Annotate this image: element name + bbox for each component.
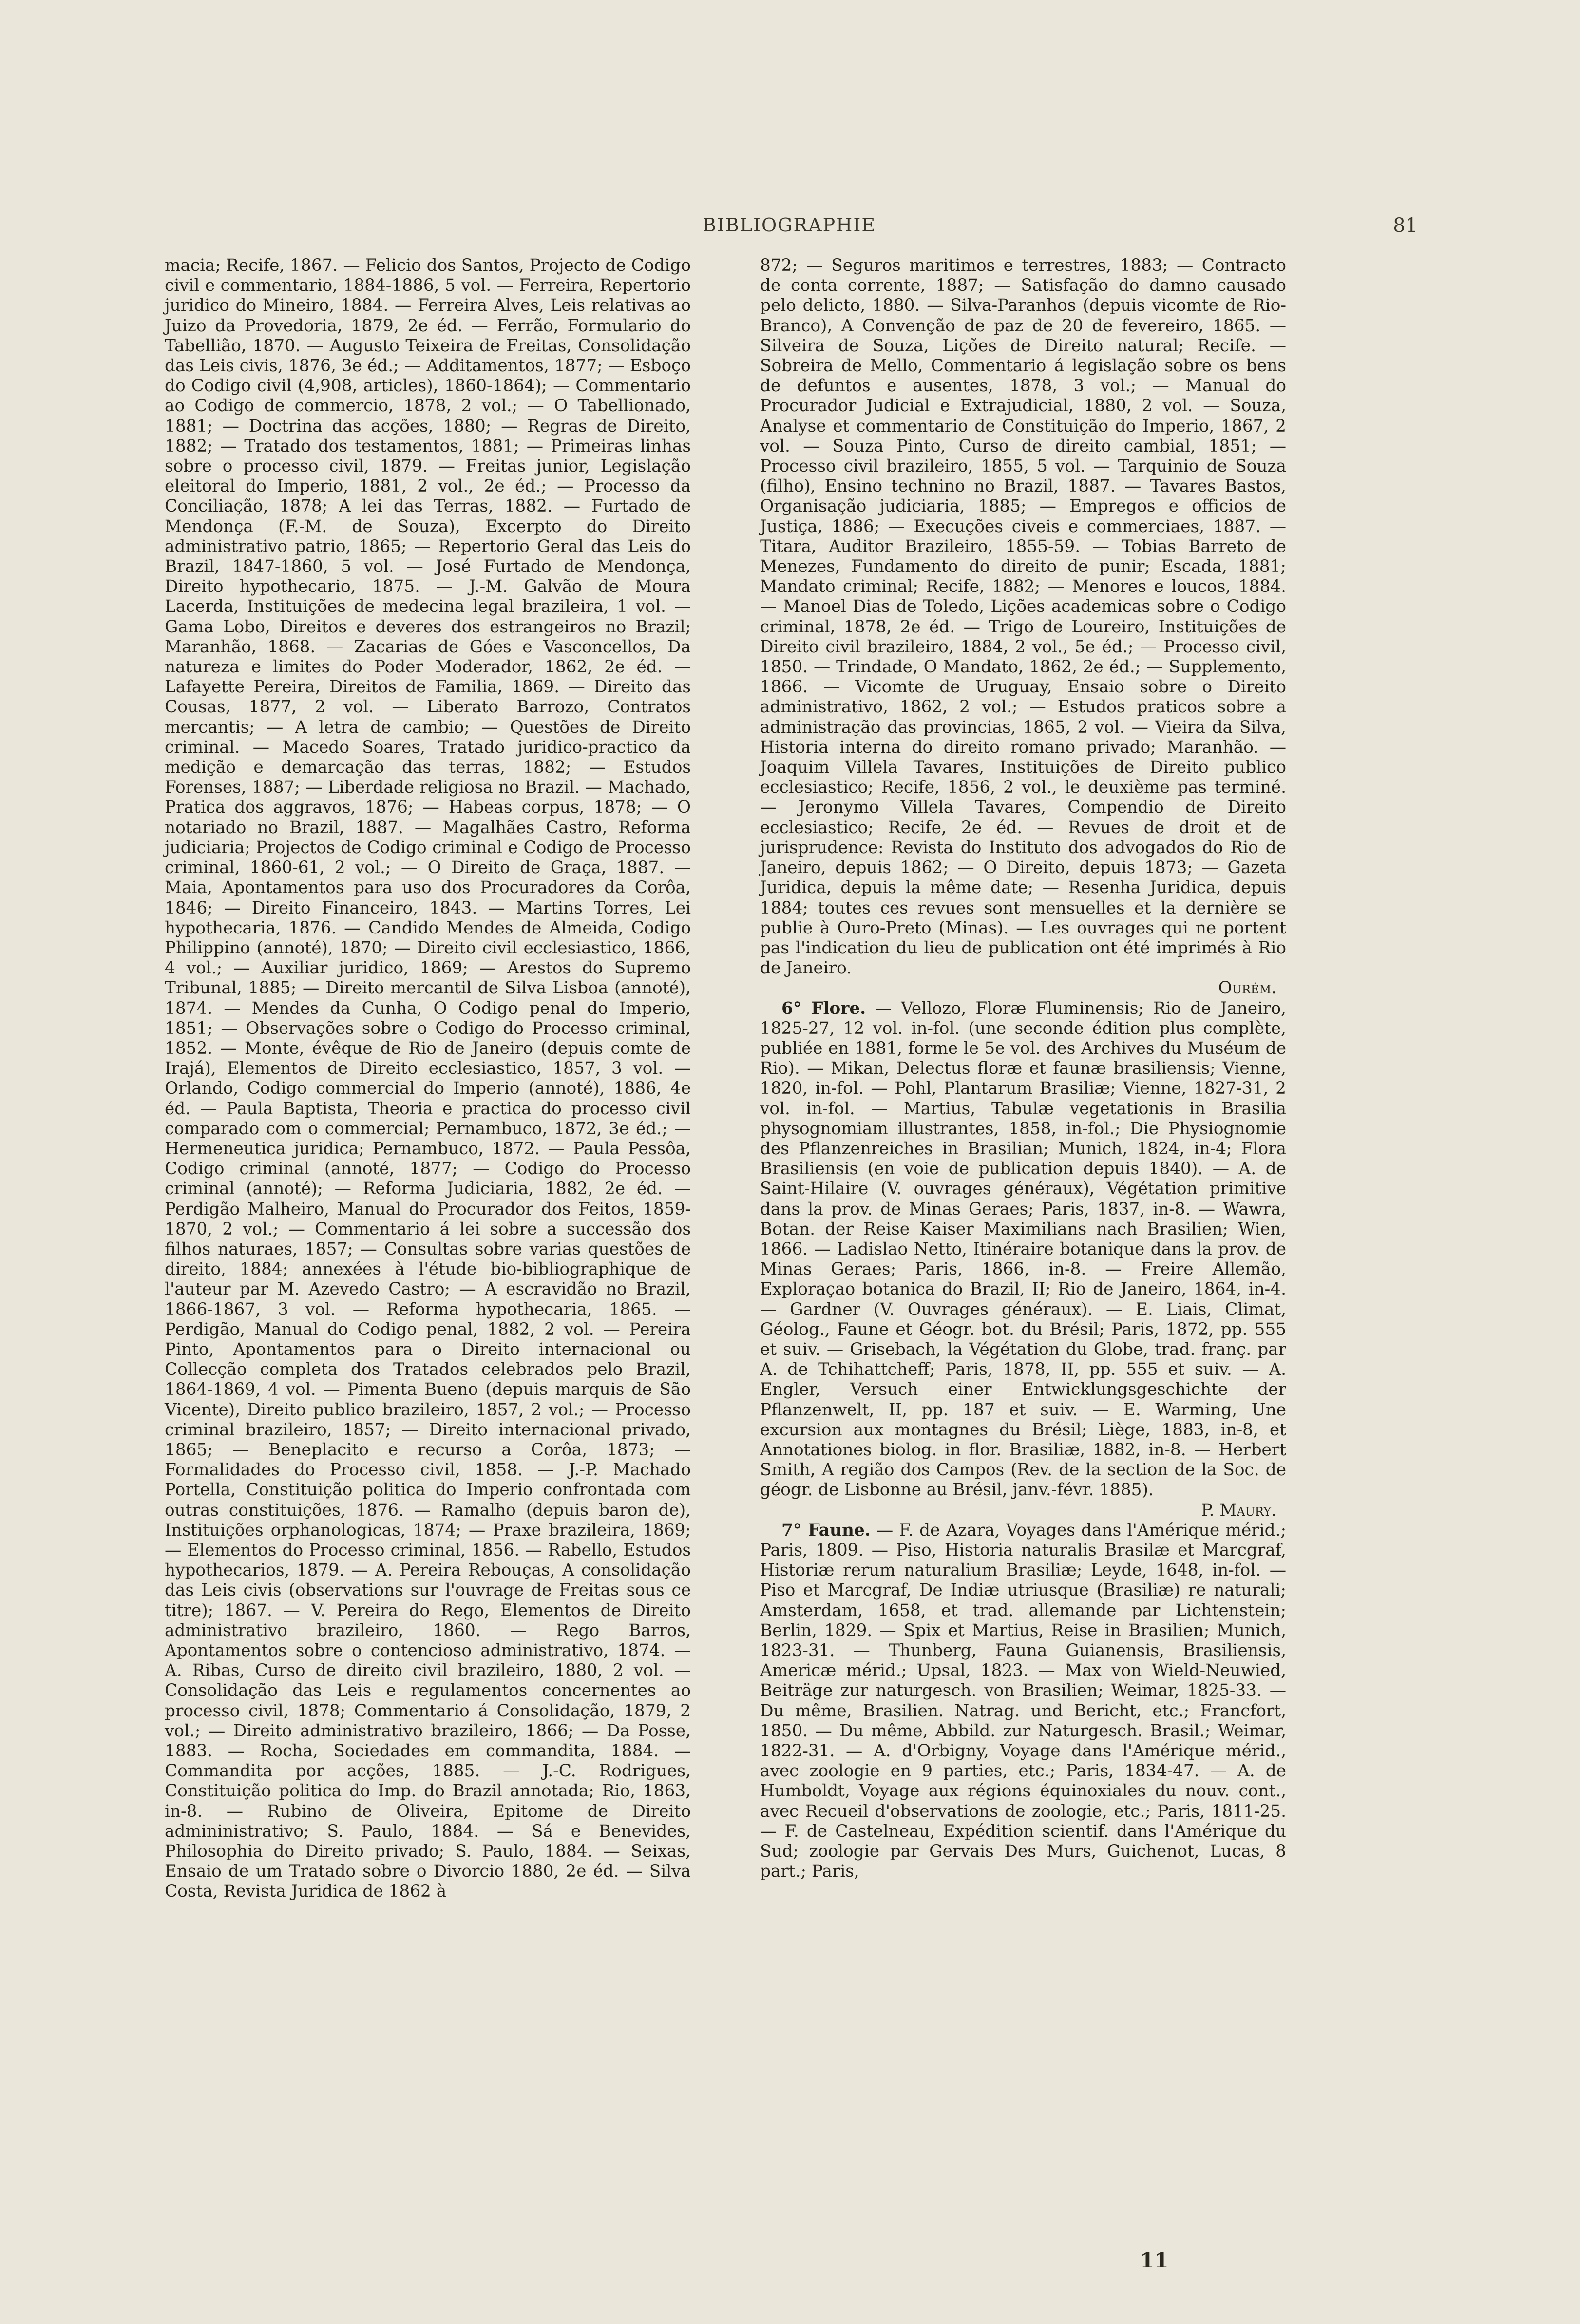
section-body-faune: — F. de Azara, Voyages dans l'Amérique mérid.; Paris, 1809. — Piso, Historia naturalis Brasilæ et Marcgraf, Historiæ rerum naturalium Brasiliæ; Leyde, 1648, in-fol. — Piso et Marcgraf, De Indiæ utriusque (Brasiliæ) re naturali; Amsterdam, 1658, et trad. allemande par Lichtenstein; Berlin, 1829. — Spix et Martius, Reise in Brasilien; Munich, 1823-31. — Thunberg, Fauna Guianensis, Brasiliensis, Americæ mérid.; Upsal, 1823. — Max von Wield-Neuwied, Beiträge zur naturgesch. von Brasilien; Weimar, 1825-33. — Du même, Brasilien. Natrag. und Bericht, etc.; Francfort, 1850. — Du même, Abbild. zur Naturgesch. Brasil.; Weimar, 1822-31. — A. d'Orbigny, Voyage dans l'Amérique mérid., avec zoologie en 9 parties, etc.; Paris, 1834-47. — A. de Humboldt, Voyage aux régions équinoxiales du nouv. cont., avec Recueil d'observations de zoologie, etc.; Paris, 1811-25. — F. de Castelneau, Expédition scientif. dans l'Amérique du Sud; zoologie par Gervais Des Murs, Guichenot, Lucas, 8 part.; Paris, — [760, 1520, 1287, 1882]
paragraph-faune — [760, 1521, 1286, 1882]
left-column — [165, 256, 691, 1902]
paragraph-law-bibliography: macia; Recife, 1867. — Felicio dos Santos, Projecto de Codigo civil e commentario, 1884-1886, 5 vol. — Ferreira, Repertorio juridico do Mineiro, 1884. — Ferreira Alves, Leis relativas ao Juizo da Provedoria, 1879, 2e éd. — Ferrão, Formulario do Tabellião, 1870. — Augusto Teixeira de Freitas, Consolidação das Leis civis, 1876, 3e éd.; — Additamentos, 1877; — Esboço do Codigo civil (4,908, articles), 1860-1864); — Commentario ao Codigo de commercio, 1878, 2 vol.; — O Tabellionado, 1881; — Doctrina das acções, 1880; — Regras de Direito, 1882; — Tratado dos testamentos, 1881; — Primeiras linhas sobre o processo civil, 1879. — Freitas junior, Legislação eleitoral do Imperio, 1881, 2 vol., 2e éd.; — Processo da Conciliação, 1878; A lei das Terras, 1882. — Furtado de Mendonça (F.-M. de Souza), Excerpto do Direito administrativo patrio, 1865; — Repertorio Geral das Leis do Brazil, 1847-1860, 5 vol. — José Furtado de Mendonça, Direito hypothecario, 1875. — J.-M. Galvão de Moura Lacerda, Instituições de medecina legal brazileira, 1 vol. — Gama Lobo, Direitos e deveres dos estrangeiros no Brazil; Maranhão, 1868. — Zacarias de Góes e Vasconcellos, Da natureza e limites do Poder Moderador, 1862, 2e éd. — Lafayette Pereira, Direitos de Familia, 1869. — Direito das Cousas, 1877, 2 vol. — Liberato Barrozo, Contratos mercantis; — A letra de cambio; — Questões de Direito criminal. — Macedo Soares, Tratado juridico-practico da medição e demarcação das terras, 1882; — Estudos Forenses, 1887; — Liberdade religiosa no Brazil. — Machado, Pratica dos aggravos, 1876; — Habeas corpus, 1878; — O notariado no Brazil, 1887. — Magalhães Castro, Reforma judiciaria; Projectos de Codigo criminal e Codigo de Processo criminal, 1860-61, 2 vol.; — O Direito de Graça, 1887. — Maia, Apontamentos para uso dos Procuradores da Corôa, 1846; — Direito Financeiro, 1843. — Martins Torres, Lei hypothecaria, 1876. — Candido Mendes de Almeida, Codigo Philippino (annoté), 1870; — Direito civil ecclesiastico, 1866, 4 vol.; — Auxiliar juridico, 1869; — Arestos do Supremo Tribunal, 1885; — Direito mercantil de Silva Lisboa (annoté), 1874. — Mendes da Cunha, O Codigo penal do Imperio, 1851; — Observações sobre o Codigo do Processo criminal, 1852. — Monte, évêque de Rio de Janeiro (depuis comte de Irajá), Elementos de Direito ecclesiastico, 1857, 3 vol. — Orlando, Codigo commercial do Imperio (annoté), 1886, 4e éd. — Paula Baptista, Theoria e practica do processo civil comparado com o commercial; Pernambuco, 1872, 3e éd.; — Hermeneutica juridica; Pernambuco, 1872. — Paula Pessôa, Codigo criminal (annoté, 1877; — Codigo do Processo criminal (annoté); — Reforma Judiciaria, 1882, 2e éd. — Perdigão Malheiro, Manual do Procurador dos Feitos, 1859-1870, 2 vol.; — Commentario á lei sobre a successão dos filhos naturaes, 1857; — Consultas sobre varias questões de direito, 1884; annexées à l'étude bio-bibliographique de l'auteur par M. Azevedo Castro; — A escravidão no Brazil, 1866-1867, 3 vol. — Reforma hypothecaria, 1865. — Perdigão, Manual do Codigo penal, 1882, 2 vol. — Pereira Pinto, Apontamentos para o Direito internacional ou Collecção completa dos Tratados celebrados pelo Brazil, 1864-1869, 4 vol. — Pimenta Bueno (depuis marquis de São Vicente), Direito publico brazileiro, 1857, 2 vol.; — Processo criminal brazileiro, 1857; — Direito internacional privado, 1865; — Beneplacito e recurso a Corôa, 1873; — Formalidades do Processo civil, 1858. — J.-P. Machado Portella, Constituição politica do Imperio confrontada com outras constituições, 1876. — Ramalho (depuis baron de), Instituições orphanologicas, 1874; — Praxe brazileira, 1869; — Elementos do Processo criminal, 1856. — Rabello, Estudos hypothecarios, 1879. — A. Pereira Rebouças, A consolidação das Leis civis (observations sur l'ouvrage de Freitas sous ce titre); 1867. — V. Pereira do Rego, Elementos de Direito administrativo brazileiro, 1860. — Rego Barros, Apontamentos sobre o contencioso administrativo, 1874. — A. Ribas, Curso de direito civil brazileiro, 1880, 2 vol. — Consolidação das Leis e regulamentos concernentes ao processo civil, 1878; Commentario á Consolidação, 1879, 2 vol.; — Direito administrativo brazileiro, 1866; — Da Posse, 1883. — Rocha, Sociedades em commandita, 1884. — Commandita por acções, 1885. — J.-C. Rodrigues, Constituição politica do Imp. do Brazil annotada; Rio, 1863, in-8. — Rubino de Oliveira, Epitome de Direito admininistrativo; S. Paulo, 1884. — Sá e Benevides, Philosophia do Direito privado; S. Paulo, 1884. — Seixas, Ensaio de um Tratado sobre o Divorcio 1880, 2e éd. — Silva Costa, Revista Juridica de 1862 à — [165, 256, 691, 1902]
printer-signature-mark: 11 — [1140, 2248, 1169, 2272]
section-heading-flore: 6° Flore. — [781, 998, 866, 1018]
author-signature: P. Maury. — [1201, 1500, 1276, 1520]
paragraph-law-bibliography-continued: 872; — Seguros maritimos e terrestres, 1883; — Contracto de conta corrente, 1887; — Satisfação do damno causado pelo delicto, 1880. — Silva-Paranhos (depuis vicomte de Rio-Branco), A Convenção de paz de 20 de fevereiro, 1865. — Silveira de Souza, Lições de Direito natural; Recife. — Sobreira de Mello, Commentario á legislação sobre os bens de defuntos e ausentes, 1878, 3 vol.; — Manual do Procurador Judicial e Extrajudicial, 1880, 2 vol. — Souza, Analyse et commentario de Constituição do Imperio, 1867, 2 vol. — Souza Pinto, Curso de direito cambial, 1851; — Processo civil brazileiro, 1855, 5 vol. — Tarquinio de Souza (filho), Ensino technino no Brazil, 1887. — Tavares Bastos, Organisação judiciaria, 1885; — Empregos e officios de Justiça, 1886; — Execuções civeis e commerciaes, 1887. — Titara, Auditor Brazileiro, 1855-59. — Tobias Barreto de Menezes, Fundamento do direito de punir; Escada, 1881; Mandato criminal; Recife, 1882; — Menores e loucos, 1884. — Manoel Dias de Toledo, Lições academicas sobre o Codigo criminal, 1878, 2e éd. — Trigo de Loureiro, Instituições de Direito civil brazileiro, 1884, 2 vol., 5e éd.; — Processo civil, 1850. — Trindade, O Mandato, 1862, 2e éd.; — Supplemento, 1866. — Vicomte de Uruguay, Ensaio sobre o Direito administrativo, 1862, 2 vol.; — Estudos praticos sobre a administração das provincias, 1865, 2 vol. — Vieira da Silva, Historia interna do direito romano privado; Maranhão. — Joaquim Villela Tavares, Instituições de Direito publico ecclesiastico; Recife, 1856, 2 vol., le deuxième pas terminé. — Jeronymo Villela Tavares, Compendio de Direito ecclesiastico; Recife, 2e éd. — Revues de droit et de jurisprudence: Revista do Instituto dos advogados do Rio de Janeiro, depuis 1862; — O Direito, depuis 1873; — Gazeta Juridica, depuis la même date; — Resenha Juridica, depuis 1884; toutes ces revues sont mensuelles et la dernière se publie à Ouro-Preto (Minas). — Les ouvrages qui ne portent pas l'indication du lieu de publication ont été imprimés à Rio de Janeiro. — [760, 256, 1286, 978]
right-column — [760, 256, 1286, 1882]
author-signature: Ourém. — [1218, 978, 1276, 998]
paragraph-flore — [760, 999, 1286, 1501]
section-heading-faune: 7° Faune. — [781, 1520, 871, 1540]
page-number: 81 — [1393, 214, 1418, 237]
section-body-flore: — Vellozo, Floræ Fluminensis; Rio de Janeiro, 1825-27, 12 vol. in-fol. (une seconde édition plus complète, publiée en 1881, forme le 5e vol. des Archives du Muséum de Rio). — Mikan, Delectus floræ et faunæ brasiliensis; Vienne, 1820, in-fol. — Pohl, Plantarum Brasiliæ; Vienne, 1827-31, 2 vol. in-fol. — Martius, Tabulæ vegetationis in Brasilia physognomiam illustrantes, 1858, in-fol.; Die Physiognomie des Pflanzenreiches in Brasilian; Munich, 1824, in-4; Flora Brasiliensis (en voie de publication depuis 1840). — A. de Saint-Hilaire (V. ouvrages généraux), Végétation primitive dans la prov. de Minas Geraes; Paris, 1837, in-8. — Wawra, Botan. der Reise Kaiser Maximilians nach Brasilien; Wien, 1866. — Ladislao Netto, Itinéraire botanique dans la prov. de Minas Geraes; Paris, 1866, in-8. — Freire Allemão, Exploraçao botanica do Brazil, II; Rio de Janeiro, 1864, in-4. — Gardner (V. Ouvrages généraux). — E. Liais, Climat, Géolog., Faune et Géogr. bot. du Brésil; Paris, 1872, pp. 555 et suiv. — Grisebach, la Végétation du Globe, trad. franç. par A. de Tchihattcheff; Paris, 1878, II, pp. 555 et suiv. — A. Engler, Versuch einer Entwicklungsgeschichte der Pflanzenwelt, II, pp. 187 et suiv. — E. Warming, Une excursion aux montagnes du Brésil; Liège, 1883, in-8, et Annotationes biolog. in flor. Brasiliæ, 1882, in-8. — Herbert Smith, A região dos Campos (Rev. de la section de la Soc. de géogr. de Lisbonne au Brésil, janv.-févr. 1885). — [760, 998, 1286, 1500]
author-signature-row — [760, 1501, 1286, 1521]
author-signature-row — [760, 978, 1286, 998]
running-title: BIBLIOGRAPHIE — [702, 214, 876, 236]
running-header — [161, 214, 1418, 244]
